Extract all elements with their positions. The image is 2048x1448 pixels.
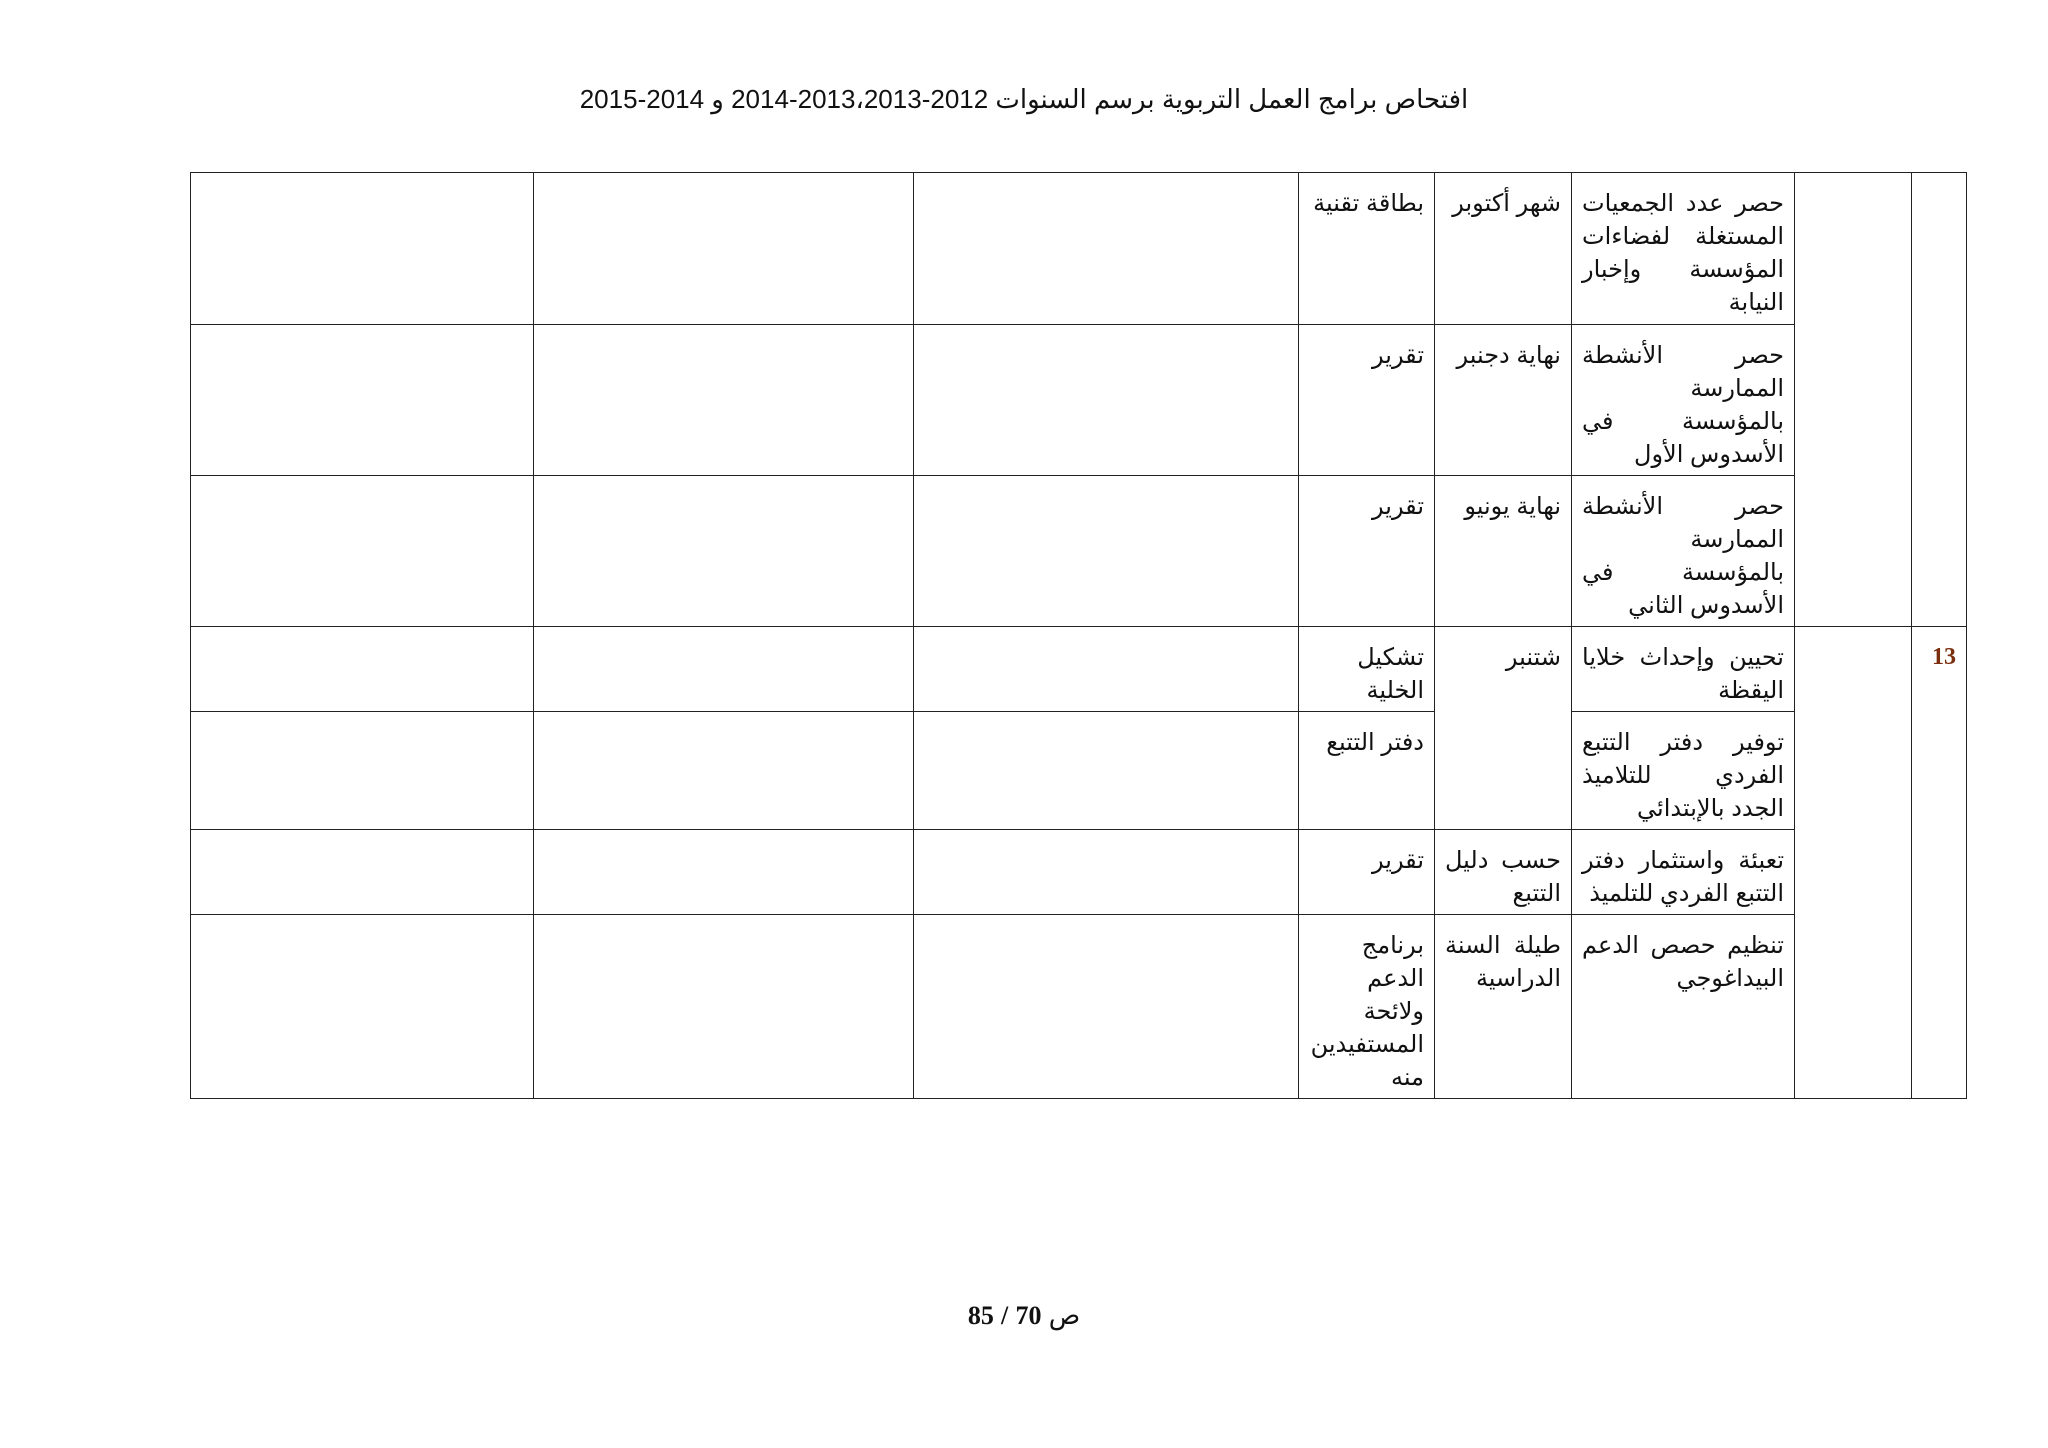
page-suffix: ص bbox=[1048, 1300, 1081, 1330]
date-cell: شهر أكتوبر bbox=[1435, 173, 1572, 325]
page-header-title: افتحاص برامج العمل التربوية برسم السنوات 2012-2013،2013-2014 و 2014-2015 bbox=[579, 84, 1469, 114]
date-cell: طيلة السنة الدراسية bbox=[1435, 915, 1572, 1099]
action-cell: تعبئة واستثمار دفتر التتبع الفردي للتلميذ bbox=[1572, 830, 1795, 915]
action-cell: تحيين وإحداث خلايا اليقظة bbox=[1572, 627, 1795, 712]
empty-cell bbox=[914, 712, 1299, 830]
output-cell: تشكيل الخلية bbox=[1299, 627, 1435, 712]
empty-cell bbox=[914, 915, 1299, 1099]
empty-cell bbox=[191, 325, 534, 476]
table-row bbox=[191, 325, 1967, 476]
action-cell: حصر الأنشطة الممارسة بالمؤسسة في الأسدوس الثاني bbox=[1572, 476, 1795, 627]
empty-cell bbox=[534, 830, 914, 915]
output-cell: برنامج الدعم ولائحة المستفيدين منه bbox=[1299, 915, 1435, 1099]
empty-cell bbox=[534, 915, 914, 1099]
table-row bbox=[191, 712, 1967, 830]
output-cell: تقرير bbox=[1299, 476, 1435, 627]
axis-cell-empty bbox=[1795, 173, 1912, 627]
table-row bbox=[191, 476, 1967, 627]
output-cell: بطاقة تقنية bbox=[1299, 173, 1435, 325]
empty-cell bbox=[191, 712, 534, 830]
empty-cell bbox=[191, 476, 534, 627]
table-row bbox=[191, 830, 1967, 915]
output-cell: تقرير bbox=[1299, 325, 1435, 476]
empty-cell bbox=[914, 325, 1299, 476]
group-axis-cell bbox=[1795, 627, 1912, 1099]
date-cell: شتنبر bbox=[1435, 627, 1572, 830]
date-cell: حسب دليل التتبع bbox=[1435, 830, 1572, 915]
table-row bbox=[191, 915, 1967, 1099]
page-footer bbox=[0, 1300, 2048, 1331]
action-cell: توفير دفتر التتبع الفردي للتلاميذ الجدد بالإبتدائي bbox=[1572, 712, 1795, 830]
empty-cell bbox=[534, 476, 914, 627]
empty-cell bbox=[191, 627, 534, 712]
date-cell: نهاية يونيو bbox=[1435, 476, 1572, 627]
group-number: 13 bbox=[1912, 627, 1967, 1099]
empty-cell bbox=[914, 830, 1299, 915]
empty-cell bbox=[534, 325, 914, 476]
empty-cell bbox=[534, 712, 914, 830]
output-cell: دفتر التتبع bbox=[1299, 712, 1435, 830]
action-cell: تنظيم حصص الدعم البيداغوجي bbox=[1572, 915, 1795, 1099]
program-table bbox=[190, 172, 1967, 1099]
date-cell: نهاية دجنبر bbox=[1435, 325, 1572, 476]
empty-cell bbox=[534, 173, 914, 325]
empty-cell bbox=[914, 173, 1299, 325]
number-cell-empty bbox=[1912, 173, 1967, 627]
action-cell: حصر عدد الجمعيات المستغلة لفضاءات المؤسسة وإخبار النيابة bbox=[1572, 173, 1795, 325]
total-pages: 85 bbox=[967, 1301, 994, 1330]
table-row bbox=[191, 627, 1967, 712]
output-cell: تقرير bbox=[1299, 830, 1435, 915]
empty-cell bbox=[191, 173, 534, 325]
empty-cell bbox=[191, 830, 534, 915]
empty-cell bbox=[191, 915, 534, 1099]
empty-cell bbox=[914, 476, 1299, 627]
action-cell: حصر الأنشطة الممارسة بالمؤسسة في الأسدوس الأول bbox=[1572, 325, 1795, 476]
empty-cell bbox=[914, 627, 1299, 712]
page-separator: / bbox=[1001, 1301, 1009, 1330]
current-page: 70 bbox=[1015, 1301, 1042, 1330]
empty-cell bbox=[534, 627, 914, 712]
table-row bbox=[191, 173, 1967, 325]
